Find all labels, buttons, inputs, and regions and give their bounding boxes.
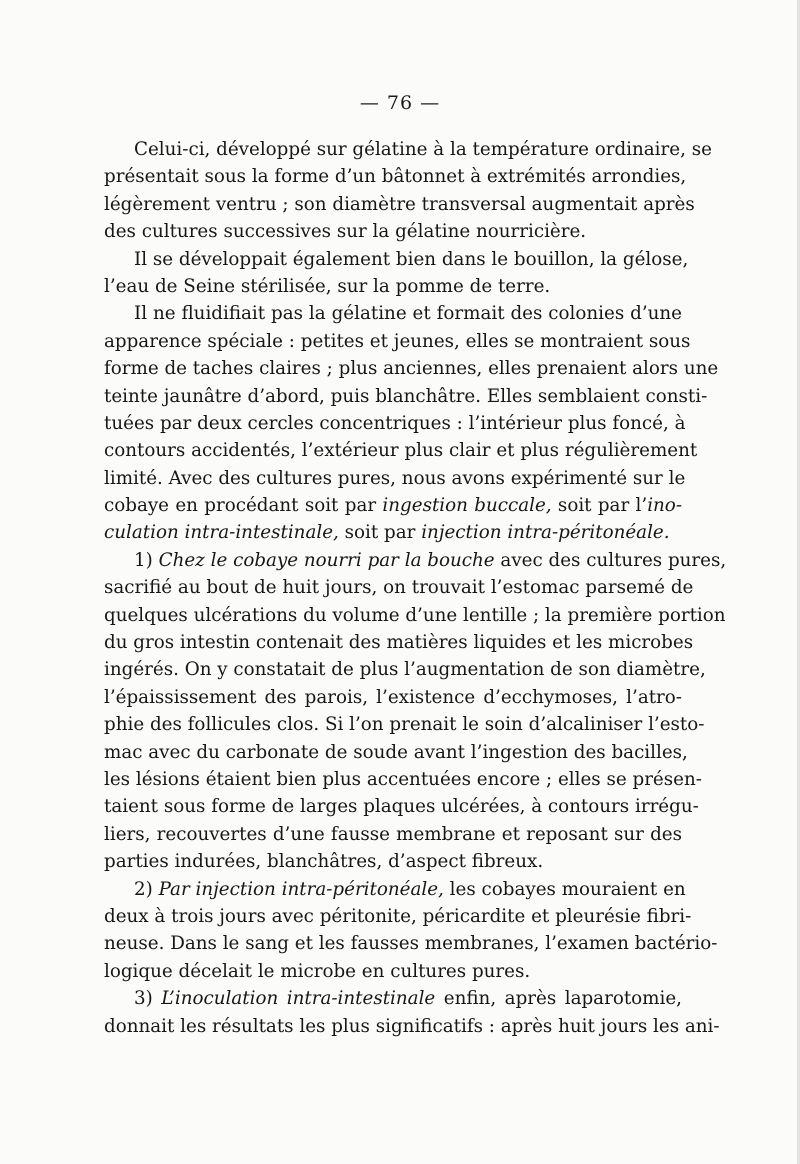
body-text (104, 136, 727, 1040)
text-line (104, 629, 694, 656)
page-number: — 76 — (359, 92, 441, 114)
italic-run: Par injection intra-péritonéale, (158, 878, 444, 900)
text-line (104, 136, 712, 163)
text-run: deux à trois jours avec péritonite, péricardite et pleurésie fibri- (104, 905, 692, 927)
text-run: soit par l’ (551, 495, 648, 517)
text-line (104, 574, 694, 601)
text-run: avec des cultures pures, (494, 549, 727, 571)
text-run: les lésions étaient bien plus accentuées encore ; elles se présen- (104, 768, 702, 790)
text-run: forme de taches claires ; plus anciennes, elles prenaient alors une (104, 358, 719, 380)
text-line (104, 711, 705, 738)
text-run: parties indurées, blanchâtres, d’aspect fibreux. (104, 851, 544, 873)
text-run: Il ne fluidifiait pas la gélatine et formait des colonies d’une (134, 303, 682, 325)
paragraph-3 (104, 300, 719, 547)
text-run: donnait les résultats les plus significatifs : après huit jours les ani- (104, 1015, 720, 1037)
text-run: contours accidentés, l’extérieur plus clair et plus régulièrement (104, 440, 698, 462)
text-run: du gros intestin contenait des matières liquides et les microbes (104, 632, 694, 654)
text-line (104, 273, 682, 300)
text-line (104, 958, 682, 985)
text-run: enfin, après laparotomie, (435, 988, 682, 1010)
text-run: apparence spéciale : petites et jeunes, elles se montraient sous (104, 330, 691, 352)
italic-run: culation intra-intestinale, (104, 522, 339, 544)
text-run: tuées par deux cercles concentriques : l’intérieur plus foncé, à (104, 412, 686, 434)
text-line (104, 985, 682, 1012)
paragraph-5 (104, 876, 718, 986)
text-run: des cultures successives sur la gélatine nourricière. (104, 221, 587, 243)
text-run: l’épaississement des parois, l’existence d’ecchymoses, l’atro- (104, 686, 682, 708)
italic-run: Chez le cobaye nourri par la bouche (158, 549, 495, 571)
text-run: phie des follicules clos. Si l’on prenait le soin d’alcaliniser l’esto- (104, 714, 705, 736)
text-run: ingérés. On y constatait de plus l’augmentation de son diamètre, (104, 659, 706, 681)
text-run: mac avec du carbonate de soude avant l’ingestion des bacilles, (104, 741, 688, 763)
paragraph-2 (104, 246, 689, 301)
text-run: 3) (134, 988, 162, 1010)
text-line (104, 766, 702, 793)
text-run: teinte jaunâtre d’abord, puis blanchâtre. Elles semblaient consti- (104, 385, 708, 407)
text-run: les cobayes mouraient en (443, 878, 686, 900)
paragraph-6 (104, 985, 720, 1040)
text-line (104, 656, 706, 683)
text-run: liers, recouvertes d’une fausse membrane et reposant sur des (104, 823, 682, 845)
text-line (104, 410, 686, 437)
text-run: légèrement ventru ; son diamètre transversal augmentait après (104, 193, 695, 215)
text-run: Il se développait également bien dans le bouillon, la gélose, (134, 248, 689, 270)
text-line (104, 163, 687, 190)
text-line (104, 519, 682, 546)
text-run: limité. Avec des cultures pures, nous avons expérimenté sur le (104, 467, 686, 489)
text-run: quelques ulcérations du volume d’une lentille ; la première portion (104, 604, 726, 626)
italic-run: ingestion buccale, (382, 495, 552, 517)
text-run: neuse. Dans le sang et les fausses membranes, l’examen bactério- (104, 933, 718, 955)
italic-run: L’inoculation intra-intestinale (161, 988, 436, 1010)
text-line (104, 492, 682, 519)
text-line (104, 355, 719, 382)
text-line (104, 246, 689, 273)
text-line (104, 191, 695, 218)
text-line (104, 793, 699, 820)
text-line (104, 602, 726, 629)
text-line (104, 1013, 720, 1040)
text-run: 1) (134, 549, 159, 571)
text-line (104, 437, 698, 464)
text-run: soit par (338, 522, 422, 544)
text-line (104, 547, 727, 574)
text-run: 2) (134, 878, 159, 900)
text-run: Celui-ci, développé sur gélatine à la température ordinaire, se (134, 139, 712, 160)
text-line (104, 821, 682, 848)
text-run: l’eau de Seine stérilisée, sur la pomme de terre. (104, 275, 551, 297)
text-line (104, 930, 718, 957)
text-run: logique décelait le microbe en cultures pures. (104, 960, 531, 982)
text-line (104, 684, 682, 711)
text-run: taient sous forme de larges plaques ulcérées, à contours irrégu- (104, 796, 699, 818)
text-run: sacrifié au bout de huit jours, on trouvait l’estomac parsemé de (104, 577, 694, 599)
italic-run: ino- (647, 495, 682, 517)
text-run: cobaye en procédant soit par (104, 495, 383, 517)
text-line (104, 848, 682, 875)
text-line (104, 300, 682, 327)
paragraph-4 (104, 547, 727, 876)
text-line (104, 328, 691, 355)
text-line (104, 218, 682, 245)
text-line (104, 903, 692, 930)
text-line (104, 383, 708, 410)
paragraph-1 (104, 136, 712, 246)
text-line (104, 465, 686, 492)
text-line (104, 876, 686, 903)
text-run: présentait sous la forme d’un bâtonnet à extrémités arrondies, (104, 166, 687, 188)
italic-run: injection intra-péritonéale. (421, 522, 670, 544)
text-line (104, 739, 688, 766)
